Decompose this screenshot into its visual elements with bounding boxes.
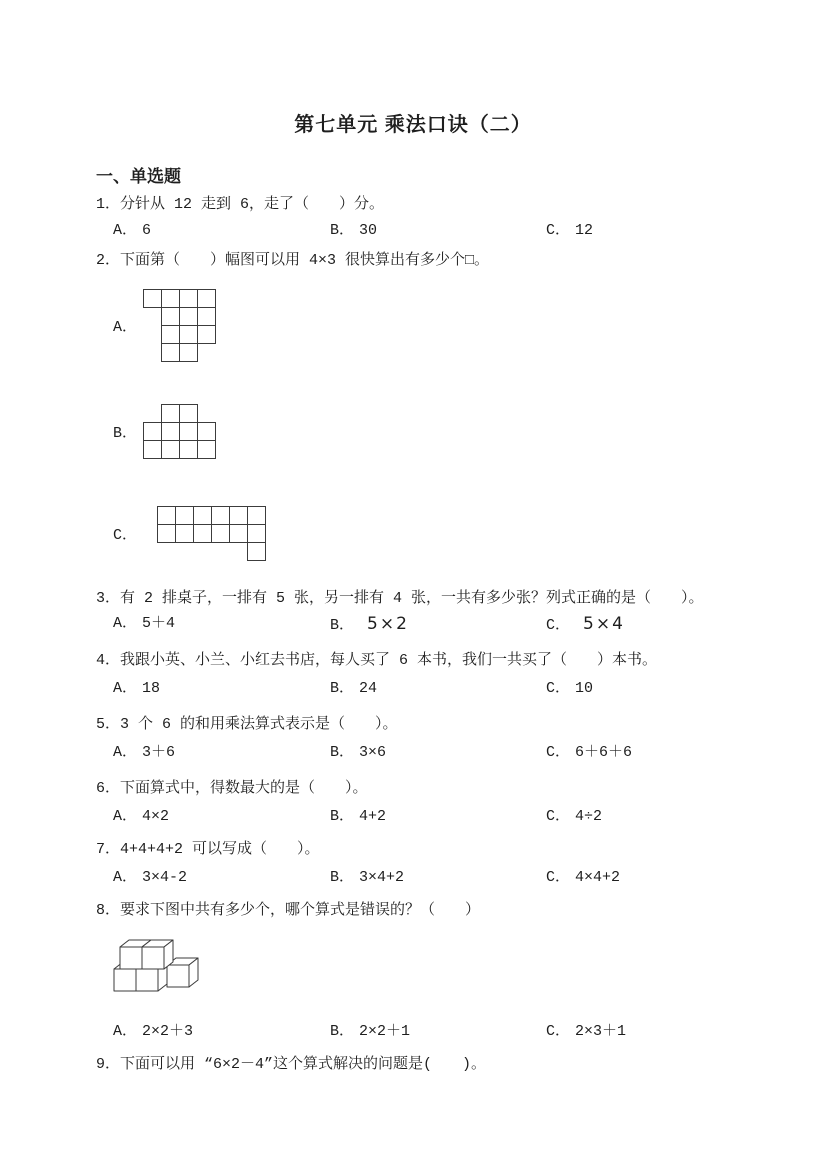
grid-cell [247,542,266,561]
grid-cell [179,422,198,441]
page-title: 第七单元 乘法口诀（二） [294,114,532,136]
option-label: C． [546,222,571,239]
option-label: C． [546,680,571,697]
option-value: 3×6 [359,744,387,761]
grid-cell [143,289,162,308]
option-b [330,221,546,241]
question-text: 下面第（ ）幅图可以用 4×3 很快算出有多少个□。 [120,252,490,269]
option-b [330,743,546,763]
grid-cell [161,307,180,326]
square-grid-c [157,506,266,561]
grid-cell [211,506,230,525]
question-9 [96,1055,486,1074]
question-6-options [96,807,786,827]
grid-cell [229,506,248,525]
question-7 [96,840,320,859]
question-3 [96,589,704,608]
option-label: B． [330,869,355,886]
grid-cell [143,440,162,459]
figure-b-label: B． [113,425,138,442]
option-value: 3＋6 [142,744,176,761]
option-label: C． [546,617,571,634]
grid-cell [179,440,198,459]
question-number: 5． [96,716,121,733]
grid-cell [143,422,162,441]
question-5-options [96,743,786,763]
option-label: C． [546,869,571,886]
option-value: 3×4-2 [142,869,188,886]
option-c [546,679,786,699]
grid-cell [197,440,216,459]
option-value: 5×2 [367,614,409,634]
question-5 [96,715,398,734]
question-number: 1． [96,196,121,213]
grid-cell [229,524,248,543]
option-value: 6＋6＋6 [575,744,633,761]
option-label: B． [330,1023,355,1040]
option-value: 18 [142,680,161,697]
grid-row [143,289,216,308]
question-text: 4+4+4+2 可以写成（ ）。 [120,841,320,858]
grid-cell [247,506,266,525]
option-c [546,868,786,888]
option-label: C． [546,744,571,761]
grid-cell [161,404,180,423]
grid-cell [197,422,216,441]
option-label: C． [546,1023,571,1040]
option-value: 24 [359,680,378,697]
option-a [113,1022,330,1042]
square-grid-b [143,404,216,459]
grid-cell [157,524,176,543]
question-number: 6． [96,780,121,797]
question-4 [96,651,657,670]
option-label: A． [113,222,138,239]
figure-a-label: A． [113,319,138,336]
grid-row [143,440,216,459]
option-value: 12 [575,222,594,239]
option-a [113,868,330,888]
option-label: B． [330,680,355,697]
option-value: 10 [575,680,594,697]
option-c [546,614,786,636]
figure-b [113,404,216,459]
question-4-options [96,679,786,699]
option-value: 5×4 [583,614,625,634]
option-label: B． [330,808,355,825]
option-a [113,679,330,699]
grid-cell [179,343,198,362]
question-text: 分针从 12 走到 6，走了（ ）分。 [120,196,385,213]
option-label: A． [113,869,138,886]
option-c [546,743,786,763]
option-a [113,221,330,241]
figure-c-label: C． [113,527,138,544]
grid-cell [193,524,212,543]
grid-row [161,343,216,362]
option-value: 3×4+2 [359,869,405,886]
grid-cell [179,325,198,344]
figure-a [113,289,216,362]
question-number: 3． [96,590,121,607]
option-label: A． [113,808,138,825]
grid-cell [247,524,266,543]
grid-row [157,506,266,525]
question-text: 我跟小英、小兰、小红去书店，每人买了 6 本书，我们一共买了（ ）本书。 [120,652,658,669]
option-a [113,614,330,636]
option-c [546,807,786,827]
option-b [330,614,546,636]
question-6 [96,779,368,798]
option-value: 5＋4 [142,615,176,632]
grid-cell [161,422,180,441]
option-label: B． [330,222,355,239]
option-a [113,807,330,827]
question-text: 3 个 6 的和用乘法算式表示是（ ）。 [120,716,398,733]
question-text: 下面算式中，得数最大的是（ ）。 [120,780,368,797]
question-number: 4． [96,652,121,669]
option-label: B． [330,744,355,761]
question-text: 要求下图中共有多少个，哪个算式是错误的？（ ） [120,902,481,919]
option-value: 4+2 [359,808,387,825]
grid-row [161,325,216,344]
question-3-options [96,614,786,636]
question-number: 9． [96,1056,121,1073]
grid-cell [161,325,180,344]
grid-cell [197,325,216,344]
cubes-illustration [111,929,201,993]
question-8 [96,901,480,920]
option-label: B． [330,617,355,634]
question-number: 7． [96,841,121,858]
grid-row [161,307,216,326]
square-grid-a [143,289,216,362]
question-1 [96,195,384,214]
option-label: C． [546,808,571,825]
option-value: 4×2 [142,808,170,825]
option-c [546,1022,786,1042]
section-heading: 一、单选题 [96,167,181,186]
option-value: 2×2＋1 [359,1023,411,1040]
option-value: 4×4+2 [575,869,621,886]
grid-cell [179,307,198,326]
question-number: 8． [96,902,121,919]
option-value: 2×2＋3 [142,1023,194,1040]
option-c [546,221,786,241]
grid-cell [161,343,180,362]
grid-row [247,542,266,561]
option-label: A． [113,680,138,697]
option-value: 6 [142,222,152,239]
option-a [113,743,330,763]
option-b [330,868,546,888]
option-value: 30 [359,222,378,239]
question-text: 有 2 排桌子，一排有 5 张，另一排有 4 张，一共有多少张？列式正确的是（ ）。 [120,590,704,607]
grid-row [143,422,216,441]
grid-cell [193,506,212,525]
figure-c [113,506,266,561]
option-value: 2×3＋1 [575,1023,627,1040]
question-number: 2． [96,252,121,269]
question-2 [96,251,489,270]
question-8-options [96,1022,786,1042]
option-b [330,1022,546,1042]
question-text: 下面可以用 “6×2－4”这个算式解决的问题是( )。 [120,1056,487,1073]
grid-cell [175,506,194,525]
grid-cell [175,524,194,543]
option-label: A． [113,744,138,761]
grid-cell [197,307,216,326]
grid-cell [179,404,198,423]
option-label: A． [113,615,138,632]
grid-cell [211,524,230,543]
question-1-options [96,221,786,241]
grid-cell [161,440,180,459]
grid-row [161,404,216,423]
option-value: 4÷2 [575,808,603,825]
question-7-options [96,868,786,888]
option-b [330,679,546,699]
option-b [330,807,546,827]
grid-cell [157,506,176,525]
grid-cell [197,289,216,308]
grid-cell [179,289,198,308]
option-label: A． [113,1023,138,1040]
grid-row [157,524,266,543]
grid-cell [161,289,180,308]
